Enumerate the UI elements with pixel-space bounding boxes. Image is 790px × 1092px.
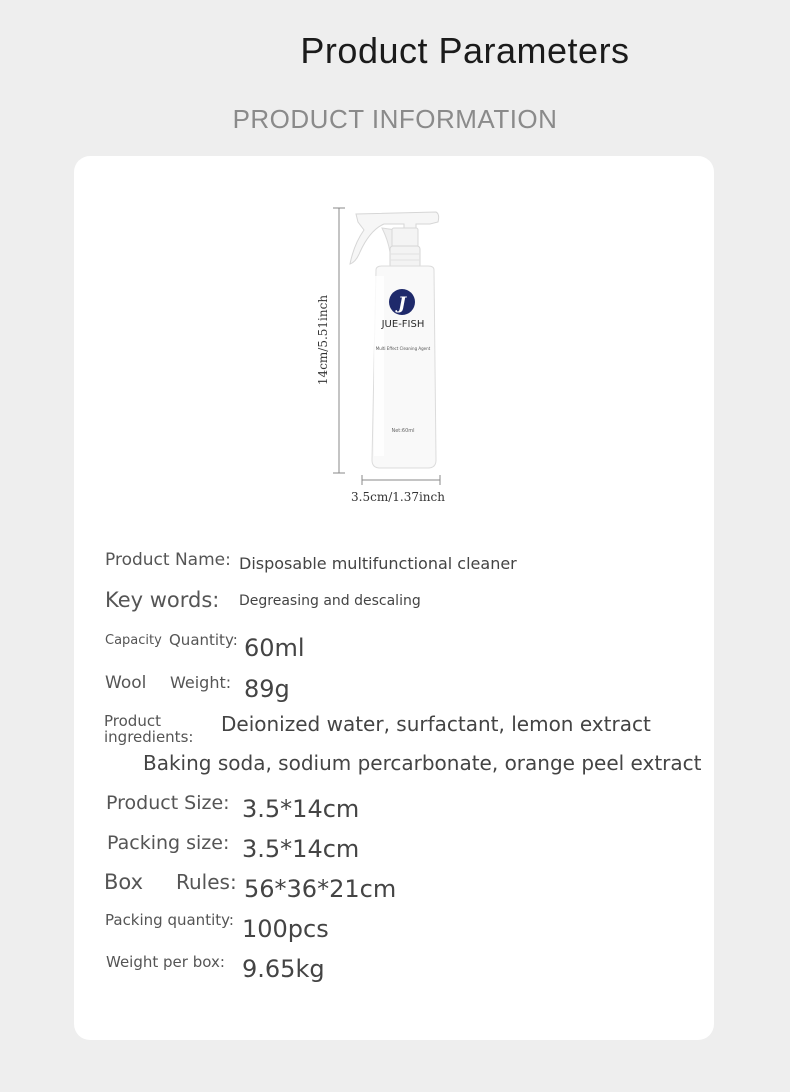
ingredients-value-line1: Deionized water, surfactant, lemon extract	[221, 712, 651, 736]
product-name-label: Product Name:	[105, 550, 231, 570]
page-title: Product Parameters	[300, 30, 630, 71]
page-subtitle: PRODUCT INFORMATION	[232, 104, 558, 134]
capacity-label: Capacity	[105, 633, 162, 648]
ingredients-value-line2: Baking soda, sodium percarbonate, orange peel extract	[143, 751, 702, 775]
weight-per-box-value: 9.65kg	[242, 955, 325, 983]
bottle-tagline: Multi Effect Cleaning Agent	[375, 346, 431, 351]
brand-logo-mark: J	[397, 294, 407, 314]
width-label: 3.5cm/1.37inch	[351, 490, 445, 504]
packing-size-label: Packing size:	[107, 832, 230, 854]
product-ingredients-label-line2: ingredients:	[104, 728, 194, 746]
packing-size-value: 3.5*14cm	[242, 835, 360, 863]
key-words-label: Key words:	[105, 588, 220, 612]
wool-label: Wool	[105, 673, 147, 693]
product-size-value: 3.5*14cm	[242, 795, 360, 823]
product-size-label: Product Size:	[106, 792, 230, 814]
product-name-value: Disposable multifunctional cleaner	[239, 554, 517, 573]
product-ingredients-label-line1: Product	[104, 712, 161, 730]
key-words-value: Degreasing and descaling	[239, 593, 421, 609]
packing-quantity-label: Packing quantity:	[105, 911, 234, 929]
product-figure	[300, 200, 480, 515]
box-label: Box	[104, 870, 144, 894]
weight-label: Weight:	[170, 673, 232, 692]
weight-value: 89g	[244, 675, 290, 703]
brand-name: JUE-FISH	[381, 319, 425, 330]
capacity-value: 60ml	[244, 634, 305, 662]
packing-quantity-value: 100pcs	[242, 915, 329, 943]
box-rules-value: 56*36*21cm	[244, 875, 397, 903]
height-label: 14cm/5.51inch	[316, 294, 330, 386]
rules-label: Rules:	[176, 870, 237, 894]
quantity-label: Quantity:	[169, 631, 238, 649]
weight-per-box-label: Weight per box:	[106, 953, 225, 971]
bottle-net: Net:60ml	[391, 428, 415, 434]
